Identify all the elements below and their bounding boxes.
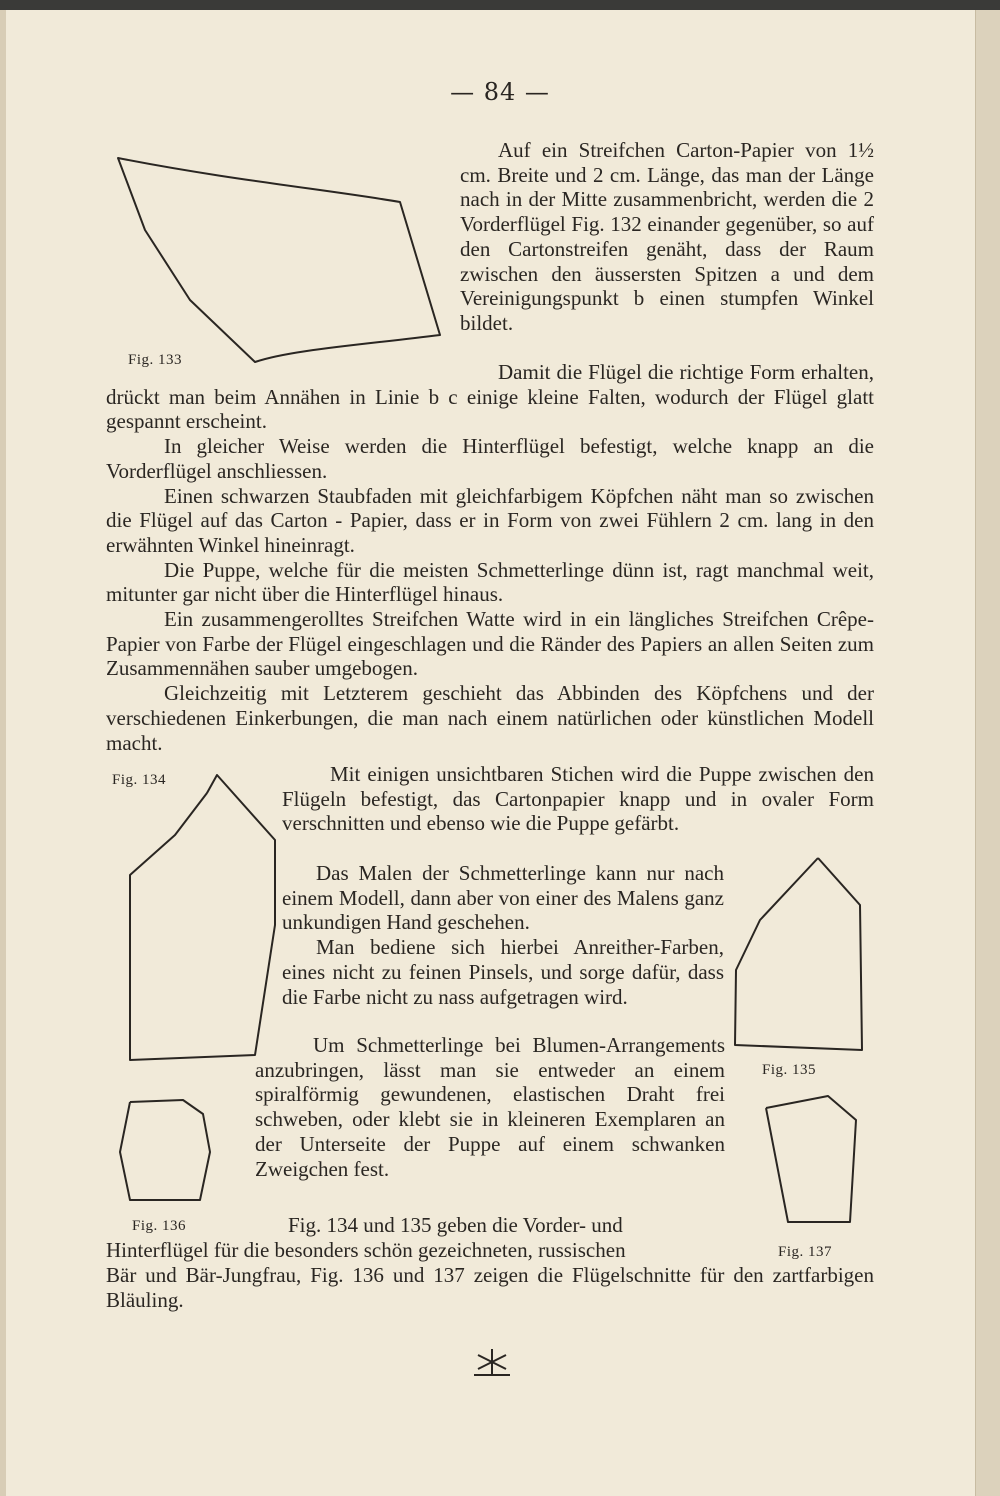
center-text-lower (255, 1033, 725, 1181)
fig-137-label: Fig. 137 (778, 1244, 833, 1260)
fig-137-wing-outline (758, 1090, 868, 1230)
final-paragraph-line2 (106, 1238, 774, 1263)
paragraph-6: Gleichzeitig mit Letzterem geschieht das Abbinden des Köpfchens und der verschiedenen Einkerbungen, die man nach einem natürlichen oder künstlichen Modell macht. (106, 681, 874, 755)
fig-136-label: Fig. 136 (132, 1218, 187, 1234)
scan-edge-top (0, 0, 1000, 10)
final-paragraph-end (106, 1263, 874, 1312)
fig-133-label: Fig. 133 (128, 352, 183, 368)
paragraph-5: Ein zusammengerolltes Streifchen Watte wird in ein längliches Streifchen Crêpe-Papier von Farbe der Flügel eingeschlagen und die Ränder des Papiers an allen Seiten zum Zusammennähen sauber umgebogen. (106, 607, 874, 681)
final-paragraph-line1 (288, 1213, 738, 1238)
top-paragraph-text: Auf ein Streifchen Carton-Papier von 1½ cm. Breite und 2 cm. Länge, das man der Länge nach in der Mitte zusammenbricht, werden die 2 Vorderflügel Fig. 132 einander gegenüber, so auf den Cartonstreifen genäht, dass der Raum zwischen den äussersten Spitzen a und dem Vereinigungspunkt b einen stumpfen Winkel bildet. (460, 138, 874, 335)
final-paragraph-line2-text: Hinterflügel für die besonders schön gezeichneten, russischen (106, 1238, 626, 1262)
center-text (282, 861, 724, 1009)
fig-133-wing-outline (110, 150, 450, 370)
fig-136-wing-outline (115, 1092, 220, 1207)
asterism-ornament (470, 1345, 514, 1379)
page-number: — 84 — (450, 78, 550, 106)
scan-edge-right (975, 10, 1000, 1496)
mid-paragraph (282, 762, 874, 836)
paragraph-4: Die Puppe, welche für die meisten Schmetterlinge dünn ist, ragt manchmal weit, mitunter gar nicht über die Hinterflügel hinaus. (106, 557, 874, 607)
fig-135-wing-outline (730, 850, 880, 1055)
fig-134-wing-outline (115, 765, 280, 1070)
center-paragraph-1: Das Malen der Schmetterlinge kann nur nach einem Modell, dann aber von einer des Malens ganz unkundigen Hand geschehen. (282, 861, 724, 935)
final-paragraph-line1-text: Fig. 134 und 135 geben die Vorder- und (288, 1213, 623, 1237)
top-paragraph (460, 138, 874, 336)
main-text (106, 360, 874, 755)
fig-134-label: Fig. 134 (112, 772, 167, 788)
mid-paragraph-text: Mit einigen unsichtbaren Stichen wird die Puppe zwischen den Flügeln befestigt, das Cartonpapier knapp und in ovaler Form verschnitten und ebenso wie die Puppe gefärbt. (282, 762, 874, 836)
paragraph-2: In gleicher Weise werden die Hinterflügel befestigt, welche knapp an die Vorderflügel anschliessen. (106, 434, 874, 483)
fig-135-label: Fig. 135 (762, 1062, 817, 1078)
paragraph-1: Damit die Flügel die richtige Form erhalten, drückt man beim Annähen in Linie b c einige kleine Falten, wodurch der Flügel glatt gespannt erscheint. (106, 360, 874, 434)
final-paragraph-end-text: Bär und Bär-Jungfrau, Fig. 136 und 137 zeigen die Flügelschnitte für den zartfarbigen Bläuling. (106, 1263, 874, 1312)
scan-edge-left (0, 10, 6, 1496)
center-paragraph-3: Um Schmetterlinge bei Blumen-Arrangements anzubringen, lässt man sie entweder an einem spiralförmig gewundenen, elastischen Draht frei schweben, oder klebt sie in kleineren Exemplaren an der Unterseite der Puppe auf einem schwanken Zweigchen fest. (255, 1033, 725, 1181)
center-paragraph-2: Man bediene sich hierbei Anreither-Farben, eines nicht zu feinen Pinsels, und sorge dafür, dass die Farbe nicht zu nass aufgetragen wird. (282, 935, 724, 1009)
paragraph-3: Einen schwarzen Staubfaden mit gleichfarbigem Köpfchen näht man so zwischen die Flügel auf das Carton - Papier, dass er in Form von zwei Fühlern 2 cm. lang in den erwähnten Winkel hineinragt. (106, 483, 874, 557)
